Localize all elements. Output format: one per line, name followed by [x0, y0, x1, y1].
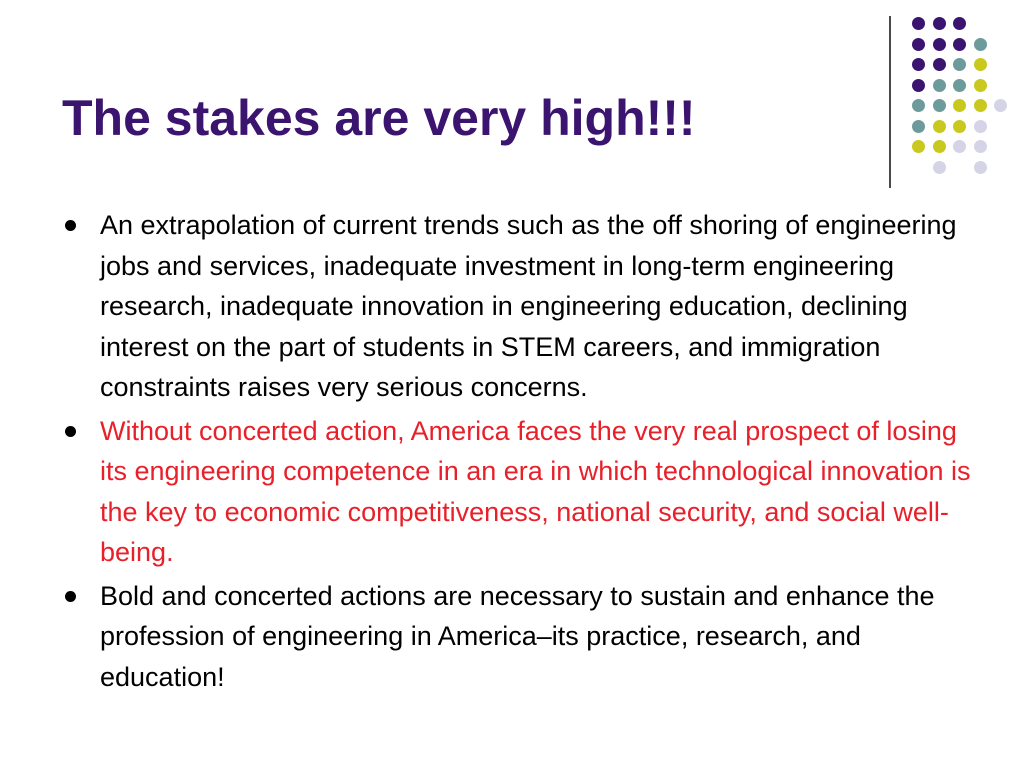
decorative-dot	[933, 120, 946, 133]
slide-title: The stakes are very high!!!	[62, 90, 696, 146]
decorative-dot	[974, 120, 987, 133]
decorative-dot	[953, 140, 966, 153]
decorative-dot	[933, 140, 946, 153]
decorative-dot	[953, 99, 966, 112]
bullet-text-2: Without concerted action, America faces the very real prospect of losing its engineering competence in an era in which technological innovation is the key to economic competitiveness, national security, and social well-being.	[100, 415, 971, 567]
bullet-dot-icon	[65, 426, 76, 437]
bullet-dot-icon	[65, 591, 76, 602]
decorative-dot	[953, 120, 966, 133]
bullet-item-1	[62, 205, 982, 408]
bullet-text-1: An extrapolation of current trends such as the off shoring of engineering jobs and services, inadequate investment in long-term engineering research, inadequate innovation in engineering education, declining interest on the part of students in STEM careers, and immigration constraints raises very serious concerns.	[100, 210, 957, 402]
decorative-dot	[912, 58, 925, 71]
decorative-dot	[974, 38, 987, 51]
decorative-dot	[912, 120, 925, 133]
decorative-dot	[974, 99, 987, 112]
decorative-dot	[933, 58, 946, 71]
decorative-dot	[994, 99, 1007, 112]
decorative-dot	[912, 79, 925, 92]
decorative-dot	[933, 161, 946, 174]
decorative-dot	[953, 17, 966, 30]
bullet-item-3	[62, 576, 982, 698]
decorative-dot	[912, 17, 925, 30]
decorative-dot	[953, 58, 966, 71]
decorative-dot	[933, 99, 946, 112]
bullet-dot-icon	[65, 220, 76, 231]
decorative-dot	[912, 38, 925, 51]
divider-line	[889, 16, 891, 188]
decorative-dot	[912, 140, 925, 153]
bullet-item-2	[62, 411, 982, 573]
decorative-dot	[933, 79, 946, 92]
decorative-dot	[974, 161, 987, 174]
decorative-dot	[974, 79, 987, 92]
decorative-dot	[933, 38, 946, 51]
decorative-dot	[912, 99, 925, 112]
decorative-dot	[974, 58, 987, 71]
bullet-text-3: Bold and concerted actions are necessary to sustain and enhance the profession of engineering in America–its practice, research, and education!	[100, 580, 935, 692]
decorative-dot	[953, 38, 966, 51]
decorative-dot	[953, 79, 966, 92]
decorative-dot	[974, 140, 987, 153]
decorative-dot	[933, 17, 946, 30]
bullet-list	[62, 205, 982, 700]
